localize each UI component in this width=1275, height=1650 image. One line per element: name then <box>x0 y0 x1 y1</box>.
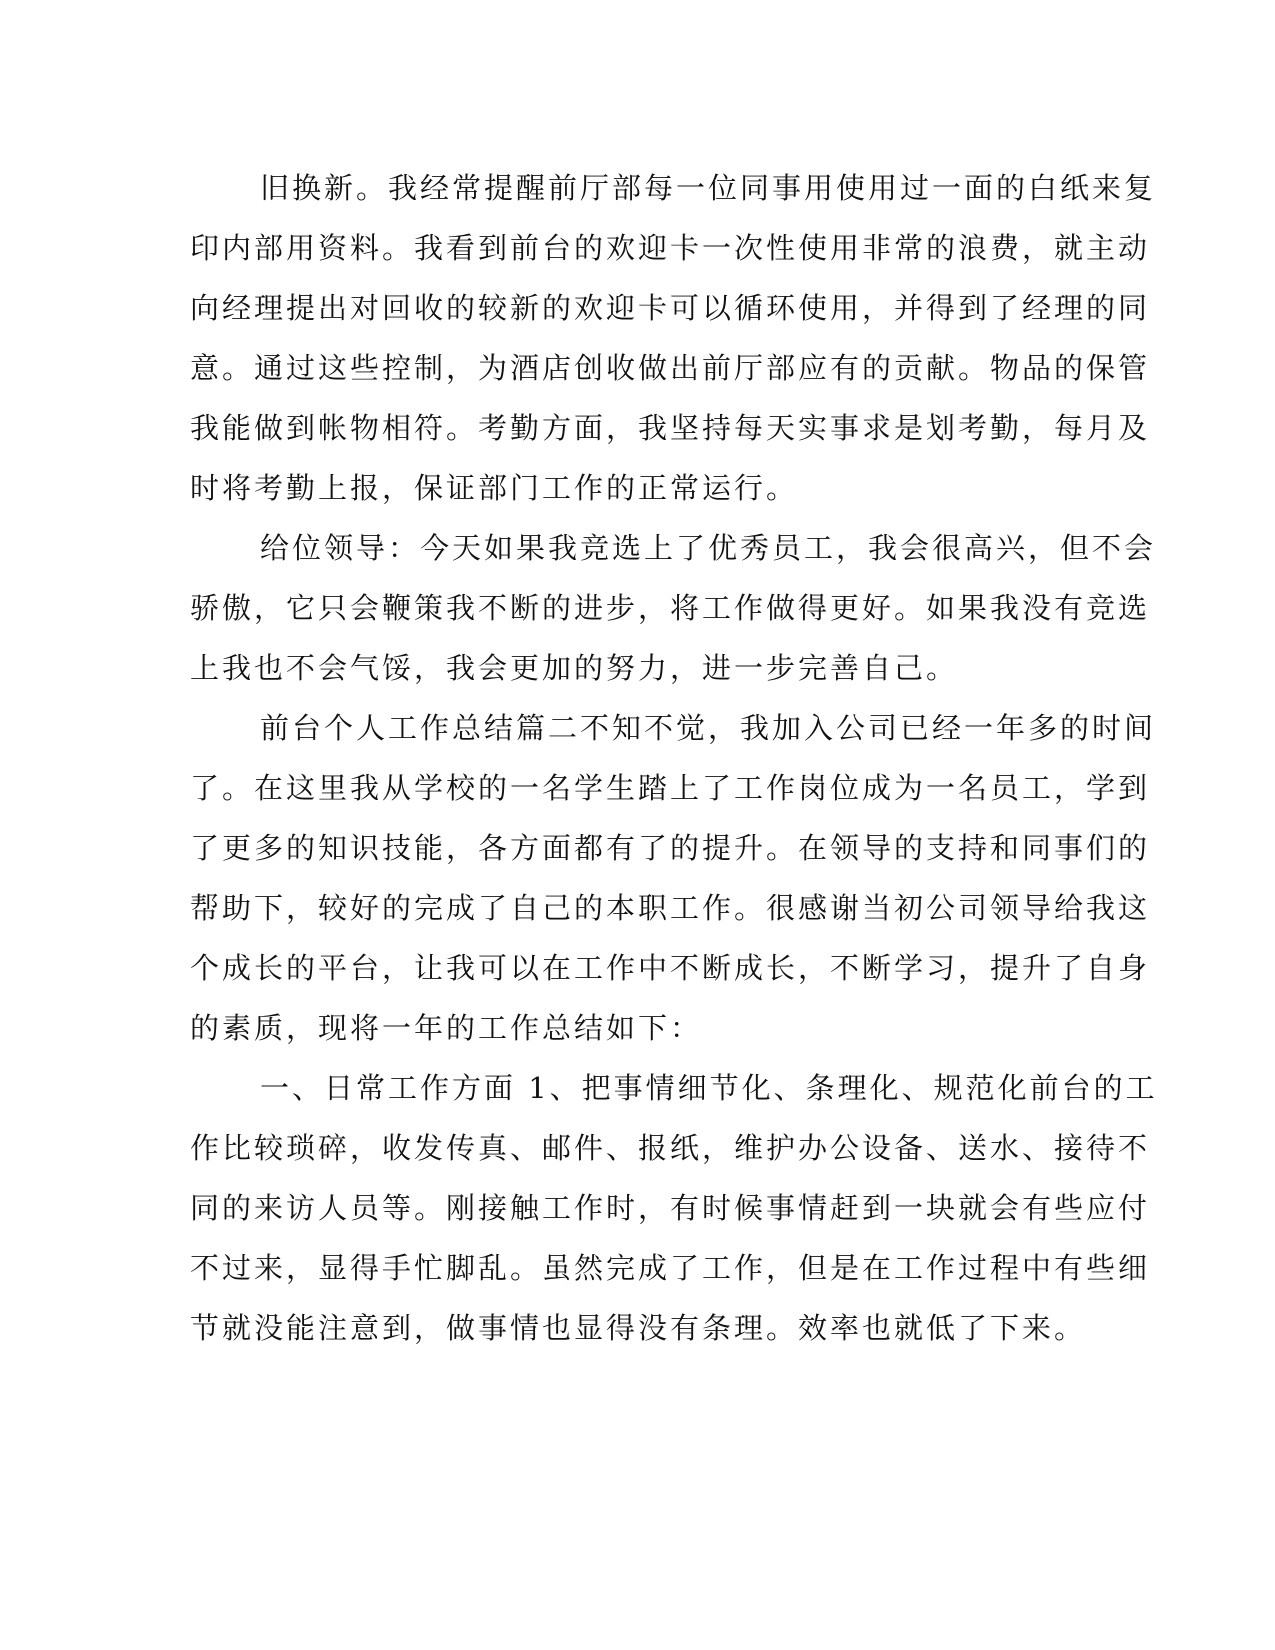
text-line: 时将考勤上报，保证部门工作的正常运行。 <box>190 471 799 505</box>
text-line: 前台个人工作总结篇二不知不觉，我加入公司已经一年多的时间 <box>260 711 1157 745</box>
text-line: 的素质，现将一年的工作总结如下： <box>190 1011 703 1045</box>
text-line: 不过来，显得手忙脚乱。虽然完成了工作，但是在工作过程中有些细 <box>190 1251 1151 1285</box>
text-line: 了更多的知识技能，各方面都有了的提升。在领导的支持和同事们的 <box>190 831 1151 865</box>
text-line: 旧换新。我经常提醒前厅部每一位同事用使用过一面的白纸来复 <box>260 171 1157 205</box>
text-line: 节就没能注意到，做事情也显得没有条理。效率也就低了下来。 <box>190 1311 1087 1345</box>
text-line: 一、日常工作方面 1、把事情细节化、条理化、规范化前台的工 <box>260 1071 1158 1105</box>
text-line: 同的来访人员等。刚接触工作时，有时候事情赶到一块就会有些应付 <box>190 1191 1151 1225</box>
text-line: 给位领导：今天如果我竞选上了优秀员工，我会很高兴，但不会 <box>260 531 1157 565</box>
text-line: 帮助下，较好的完成了自己的本职工作。很感谢当初公司领导给我这 <box>190 891 1151 925</box>
text-line: 了。在这里我从学校的一名学生踏上了工作岗位成为一名员工，学到 <box>190 771 1151 805</box>
text-line: 向经理提出对回收的较新的欢迎卡可以循环使用，并得到了经理的同 <box>190 291 1151 325</box>
document-body <box>190 158 1158 1358</box>
text-line: 作比较琐碎，收发传真、邮件、报纸，维护办公设备、送水、接待不 <box>190 1131 1151 1165</box>
text-line: 个成长的平台，让我可以在工作中不断成长，不断学习，提升了自身 <box>190 951 1151 985</box>
text-line: 骄傲，它只会鞭策我不断的进步，将工作做得更好。如果我没有竞选 <box>190 591 1151 625</box>
text-line: 上我也不会气馁，我会更加的努力，进一步完善自己。 <box>190 651 959 685</box>
text-line: 印内部用资料。我看到前台的欢迎卡一次性使用非常的浪费，就主动 <box>190 231 1151 265</box>
text-line: 意。通过这些控制，为酒店创收做出前厅部应有的贡献。物品的保管 <box>190 351 1151 385</box>
text-line: 我能做到帐物相符。考勤方面，我坚持每天实事求是划考勤，每月及 <box>190 411 1151 445</box>
